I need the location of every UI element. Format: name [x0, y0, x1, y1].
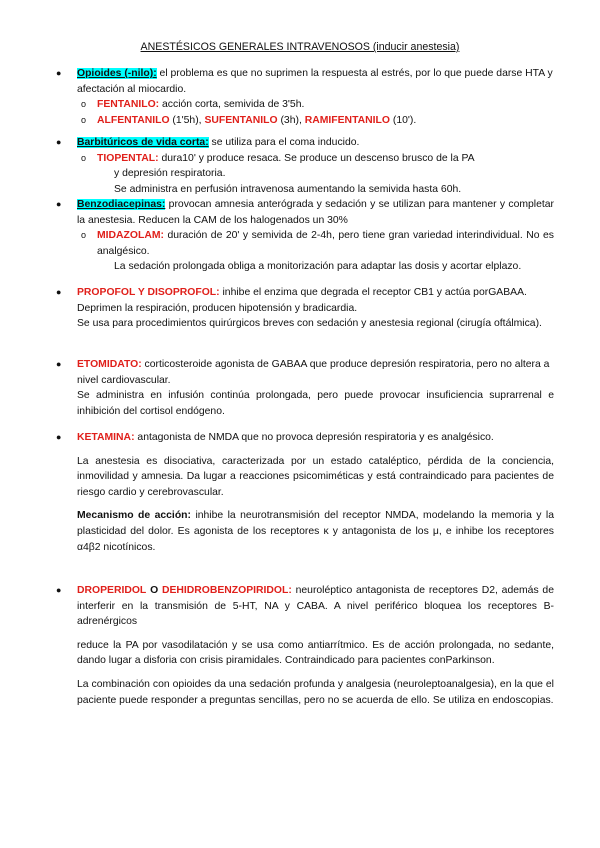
section-barbituricos [56, 135, 554, 197]
bullet-icon: ● [56, 199, 62, 209]
tiopental-item [81, 151, 554, 167]
opioides-text: el problema es que no suprimen la respuesta al estrés, por lo que puede darse HTA y afectación al miocardio. [77, 68, 553, 95]
fentanilo-text: acción corta, semivida de 3'5h. [162, 99, 305, 111]
alfentanilo-time: (1'5h), [172, 114, 202, 126]
propofol-text-2: Se usa para procedimientos quirúrgicos breves con sedación y anestesia regional (cirugía oftálmica). [77, 318, 542, 330]
sufentanilo-time: (3h), [280, 114, 302, 126]
ketamina-text: antagonista de NMDA que no provoca depresión respiratoria y es analgésico. [137, 432, 494, 443]
page-title: ANESTÉSICOS GENERALES INTRAVENOSOS (inducir anestesia) [140, 41, 460, 53]
bullet-icon: ● [56, 137, 62, 147]
ketamina-paragraph-3 [77, 508, 554, 555]
benzodiacepinas-text: provocan amnesia anterógrada y sedación y se utilizan para mantener y completar la anestesia. Reducen la CAM de los halogenados un 30% [77, 199, 555, 226]
section-opioides [56, 66, 554, 128]
ketamina-paragraph-2: La anestesia es disociativa, caracterizada por un estado cataléptico, pérdida de la conciencia, inmovilidad y amnesia. Da lugar a reacciones psicomiméticas y está contraindicado para pacientes de riesgo cardio y cerebrovascular. [77, 455, 554, 498]
dehidrobenzopiridol-heading: DEHIDROBENZOPIRIDOL: [161, 585, 292, 596]
droperidol-paragraph-2: reduce la PA por vasodilatación y se usa como antiarrítmico. Es de acción prolongada, no sedante, dando lugar a disforia con crisis piramidales. Contraindicado para pacientes conParkinson. [77, 639, 554, 667]
bullet-icon: ● [56, 432, 62, 442]
bullet-icon: ● [56, 68, 62, 78]
droperidol-heading: DROPERIDOL [77, 585, 147, 596]
propofol-heading: PROPOFOL Y DISOPROFOL: [77, 287, 220, 298]
fentanilo-name: FENTANILO: [97, 99, 160, 111]
section-etomidato [56, 357, 554, 419]
benzodiacepinas-heading: Benzodiacepinas: [77, 199, 166, 210]
alfentanilo-name: ALFENTANILO [97, 114, 170, 126]
ketamina-heading: KETAMINA: [77, 432, 135, 443]
droperidol-connector: O [150, 585, 159, 596]
droperidol-text: neuroléptico antagonista de receptores D2, además de interferir en la transmisión de 5-HT, NA y CABA. A nivel periférico bloquea los receptores B-adrenérgicos [77, 585, 554, 628]
circle-bullet-icon: o [81, 230, 87, 241]
barbituricos-heading: Barbitúricos de vida corta: [77, 137, 209, 148]
section-ketamina [56, 430, 554, 555]
mecanismo-label: Mecanismo de acción: [77, 510, 191, 522]
propofol-text: inhibe el enzima que degrada el receptor CB1 y actúa porGABAA. Deprimen la respiración, producen hipotensión y bradicardia. [77, 287, 527, 314]
mecanismo-text: inhibe la neurotransmisión del receptor NMDA, modelando la memoria y la plasticidad del dolor. Es agonista de los receptores κ y antagonista de los μ, e inhibe los receptores α4β2 nicotínicos. [77, 510, 555, 553]
opioides-heading: Opioides (-nilo): [77, 68, 157, 79]
tiopental-text-1: dura10' y produce resaca. Se produce un descenso brusco de la PA [161, 152, 475, 164]
circle-bullet-icon: o [81, 152, 87, 163]
midazolam-item [81, 228, 554, 259]
alfentanilo-item [81, 113, 554, 129]
section-droperidol [56, 583, 554, 708]
circle-bullet-icon: o [81, 114, 87, 125]
section-propofol [56, 285, 554, 332]
sufentanilo-name: SUFENTANILO [204, 114, 278, 126]
midazolam-text-2: La sedación prolongada obliga a monitorización para adaptar las dosis y acortar elplazo. [114, 261, 522, 273]
bullet-icon: ● [56, 359, 62, 369]
tiopental-text-3: Se administra en perfusión intravenosa aumentando la semivida hasta 60h. [114, 183, 462, 195]
midazolam-text: duración de 20' y semivida de 2-4h, pero tiene gran variedad interindividual. No es analgésico. [97, 230, 554, 257]
tiopental-text-2: y depresión respiratoria. [114, 168, 226, 180]
circle-bullet-icon: o [81, 99, 87, 110]
droperidol-paragraph-3: La combinación con opioides da una sedación profunda y analgesia (neuroleptoanalgesia), en la que el paciente puede responder a preguntas sencillas, pero no se acuerda de ello. Se utiliza en endoscopias. [77, 678, 554, 706]
tiopental-name: TIOPENTAL: [97, 152, 159, 164]
remifentanilo-time: (10'). [392, 114, 417, 126]
etomidato-heading: ETOMIDATO: [77, 359, 142, 370]
remifentanilo-name: RAMIFENTANILO [304, 114, 390, 126]
etomidato-text: corticosteroide agonista de GABAA que produce depresión respiratoria, pero no altera a nivel cardiovascular. [77, 359, 550, 386]
section-benzodiacepinas [56, 197, 554, 275]
fentanilo-item [81, 97, 554, 113]
midazolam-name: MIDAZOLAM: [97, 230, 164, 242]
bullet-icon: ● [56, 287, 62, 297]
bullet-icon: ● [56, 585, 62, 595]
etomidato-text-2: Se administra en infusión continúa prolongada, pero puede provocar insuficiencia suprarrenal e inhibición del cortisol endógeno. [77, 390, 554, 417]
barbituricos-text: se utiliza para el coma inducido. [211, 137, 360, 148]
